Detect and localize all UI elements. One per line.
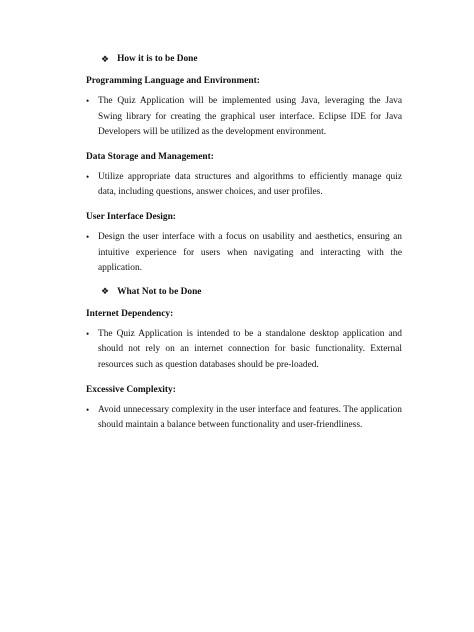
bullet-text-storage: Utilize appropriate data structures and algorithms to efficiently manage quiz data, including questions, answer choices, and user profiles. <box>98 171 402 198</box>
bullet-dot-icon: • <box>86 404 90 415</box>
diamond-bullet-icon: ❖ <box>101 53 110 64</box>
bullet-dot-icon: • <box>86 328 90 339</box>
subheading-programming: Programming Language and Environment: <box>86 76 260 86</box>
bullet-item-storage <box>86 170 402 201</box>
section-heading-not <box>101 283 402 301</box>
bullet-dot-icon: • <box>86 171 90 182</box>
subheading-ui: User Interface Design: <box>86 211 176 222</box>
bullet-item-ui <box>86 230 402 277</box>
section-title-how: How it is to be Done <box>117 54 198 64</box>
diamond-bullet-icon: ❖ <box>101 286 110 297</box>
section-title-not: What Not to be Done <box>117 286 202 297</box>
bullet-dot-icon: • <box>86 231 90 242</box>
bullet-dot-icon: • <box>86 96 90 106</box>
document-content <box>86 50 402 434</box>
bullet-item-programming <box>86 94 402 141</box>
bullet-text-programming: The Quiz Application will be implemented using Java, leveraging the Java Swing library for creating the graphical user interface. Eclipse IDE for Java Developers will be utilized as the development environment. <box>98 96 402 138</box>
bullet-text-internet: The Quiz Application is intended to be a standalone desktop application and should not rely on an internet connection for basic functionality. External resources such as question databases should be pre-loaded. <box>98 328 402 370</box>
bullet-item-internet <box>86 327 402 374</box>
subheading-internet: Internet Dependency: <box>86 308 174 319</box>
subheading-complexity: Excessive Complexity: <box>86 384 176 395</box>
bullet-item-complexity <box>86 403 402 434</box>
bullet-text-complexity: Avoid unnecessary complexity in the user interface and features. The application should maintain a balance between functionality and user-friendliness. <box>98 404 402 431</box>
bullet-text-ui: Design the user interface with a focus on usability and aesthetics, ensuring an intuitive experience for users when navigating and interacting with the application. <box>98 231 402 274</box>
section-heading-how <box>101 50 402 68</box>
subheading-storage: Data Storage and Management: <box>86 151 214 162</box>
